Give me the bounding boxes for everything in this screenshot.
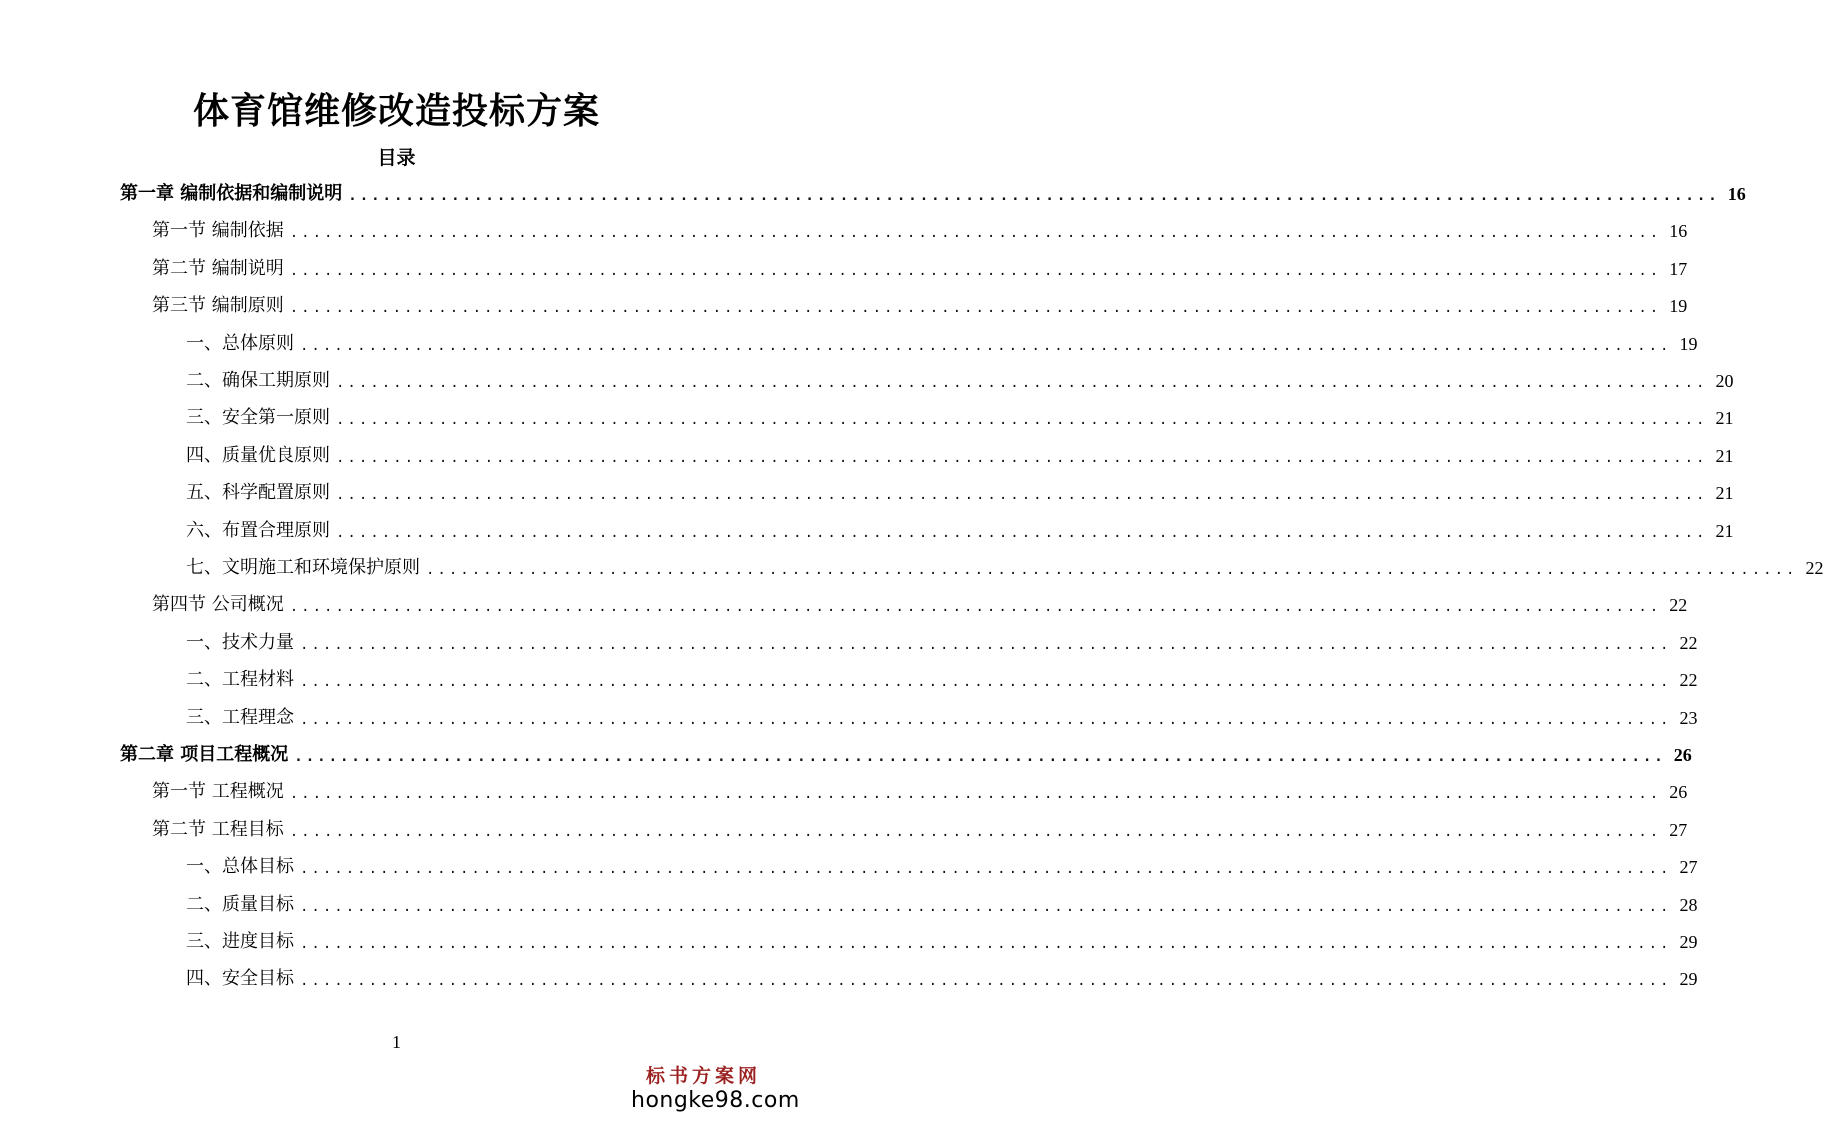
toc-entry-section[interactable]: [152, 587, 1688, 623]
toc-entry-chapter[interactable]: [120, 176, 1746, 212]
toc-dot-leader: ........................................................................................................................: [300, 861, 1672, 878]
toc-entry-page: 21: [1715, 520, 1734, 541]
toc-entry-label: 七、文明施工和环境保护原则: [186, 557, 420, 578]
toc-dot-leader: ........................................................................................................................: [294, 749, 1666, 765]
toc-entry-item[interactable]: [186, 887, 1698, 923]
toc-entry-item[interactable]: [186, 513, 1734, 549]
toc-entry-section[interactable]: [152, 774, 1688, 810]
toc-dot-leader: ........................................................................................................................: [300, 898, 1672, 915]
toc-entry-label: 三、安全第一原则: [186, 407, 330, 429]
toc-entry-item[interactable]: [186, 700, 1698, 736]
toc-entry-page: 20: [1715, 371, 1734, 391]
toc-dot-leader: ........................................................................................................................: [289, 300, 1662, 317]
toc-entry-page: 16: [1727, 184, 1746, 204]
toc-entry-page: 19: [1669, 296, 1688, 317]
toc-entry-label: 第四节 公司概况: [152, 594, 284, 616]
toc-entry-label: 第二节 工程目标: [152, 818, 284, 840]
toc-entry-item[interactable]: [186, 849, 1698, 885]
toc-entry-page: 27: [1679, 857, 1698, 878]
toc-entry-page: 21: [1715, 445, 1734, 466]
toc-dot-leader: ........................................................................................................................: [336, 449, 1708, 466]
toc-entry-section[interactable]: [152, 812, 1688, 848]
toc-dot-leader: ........................................................................................................................: [348, 188, 1720, 204]
toc-entry-section[interactable]: [152, 288, 1688, 324]
toc-dot-leader: ........................................................................................................................: [426, 562, 1798, 578]
toc-entry-item[interactable]: [186, 924, 1698, 960]
toc-dot-leader: ........................................................................................................................: [300, 337, 1672, 354]
toc-entry-item[interactable]: [186, 625, 1698, 661]
toc-entry-page: 17: [1669, 258, 1688, 279]
toc-entry-page: 23: [1679, 707, 1698, 728]
toc-entry-item[interactable]: [186, 475, 1734, 511]
toc-entry-page: 21: [1715, 408, 1734, 429]
toc-entry-label: 一、技术力量: [186, 631, 294, 653]
toc-entry-label: 一、总体目标: [186, 856, 294, 878]
site-watermark: [631, 1064, 800, 1114]
toc-entry-section[interactable]: [152, 213, 1688, 249]
toc-dot-leader: ........................................................................................................................: [300, 636, 1672, 653]
toc-entry-page: 19: [1679, 333, 1698, 354]
toc-entry-page: 26: [1669, 782, 1688, 803]
toc-entry-label: 二、确保工期原则: [186, 370, 330, 391]
toc-entry-label: 一、总体原则: [186, 332, 294, 354]
toc-entry-page: 16: [1669, 221, 1688, 242]
toc-entry-page: 22: [1669, 595, 1688, 616]
toc-entry-label: 第一节 工程概况: [152, 781, 284, 803]
toc-entry-item[interactable]: [186, 363, 1734, 399]
toc-entry-label: 五、科学配置原则: [186, 482, 330, 504]
page-number: 1: [392, 1032, 401, 1052]
toc-dot-leader: ........................................................................................................................: [336, 412, 1708, 429]
watermark-cn-text: 标书方案网: [645, 1065, 761, 1087]
toc-entry-page: 22: [1679, 670, 1698, 691]
toc-entry-page: 29: [1679, 932, 1698, 952]
toc-dot-leader: ........................................................................................................................: [336, 375, 1708, 391]
toc-entry-page: 27: [1669, 819, 1688, 840]
toc-entry-label: 三、进度目标: [186, 931, 294, 952]
toc-entry-label: 第一节 编制依据: [152, 220, 284, 242]
toc-entry-item[interactable]: [186, 326, 1698, 362]
toc-entry-label: 六、布置合理原则: [186, 519, 330, 541]
toc-entry-page: 26: [1673, 745, 1692, 765]
toc-dot-leader: ........................................................................................................................: [289, 786, 1662, 803]
toc-entry-page: 28: [1679, 894, 1698, 915]
toc-dot-leader: ........................................................................................................................: [300, 936, 1672, 952]
toc-dot-leader: ........................................................................................................................: [300, 973, 1672, 990]
toc-entry-page: 22: [1805, 558, 1823, 578]
toc-entry-item[interactable]: [186, 961, 1698, 997]
toc-entry-label: 第二章 项目工程概况: [120, 744, 289, 765]
toc-entry-page: 22: [1679, 632, 1698, 653]
document-title: 体育馆维修改造投标方案: [192, 91, 600, 132]
toc-entry-label: 第一章 编制依据和编制说明: [120, 183, 343, 204]
toc-entry-label: 四、质量优良原则: [186, 444, 330, 466]
toc-entry-label: 二、质量目标: [186, 893, 294, 915]
toc-dot-leader: ........................................................................................................................: [289, 823, 1662, 840]
toc-entry-chapter[interactable]: [120, 737, 1692, 773]
toc-entry-item[interactable]: [186, 662, 1698, 698]
toc-entry-page: 21: [1715, 483, 1734, 504]
toc-entry-item[interactable]: [186, 400, 1734, 436]
toc-entry-label: 第三节 编制原则: [152, 295, 284, 317]
toc-dot-leader: ........................................................................................................................: [300, 711, 1672, 728]
toc-entry-label: 三、工程理念: [186, 706, 294, 728]
toc-dot-leader: ........................................................................................................................: [336, 524, 1708, 541]
toc-dot-leader: ........................................................................................................................: [289, 599, 1662, 616]
toc-entry-label: 四、安全目标: [186, 968, 294, 990]
toc-entry-section[interactable]: [152, 251, 1688, 287]
toc-entry-item[interactable]: [186, 550, 1823, 586]
toc-entry-item[interactable]: [186, 438, 1734, 474]
toc-entry-page: 29: [1679, 969, 1698, 990]
toc-dot-leader: ........................................................................................................................: [289, 225, 1662, 242]
toc-dot-leader: ........................................................................................................................: [289, 262, 1662, 279]
toc-entry-label: 二、工程材料: [186, 669, 294, 691]
toc-entry-label: 第二节 编制说明: [152, 257, 284, 279]
toc-heading: 目录: [377, 147, 416, 169]
toc-dot-leader: ........................................................................................................................: [336, 487, 1708, 504]
watermark-domain-text: hongke98.com: [631, 1088, 800, 1113]
toc-dot-leader: ........................................................................................................................: [300, 674, 1672, 691]
